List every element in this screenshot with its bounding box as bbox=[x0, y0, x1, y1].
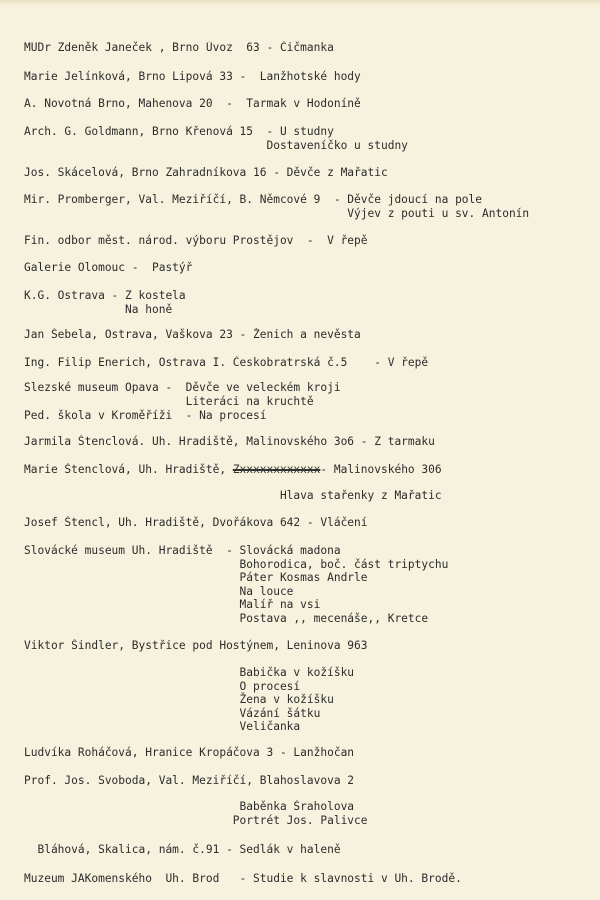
entry-16 bbox=[24, 489, 594, 503]
entry-24 bbox=[24, 843, 594, 857]
entry-text: - Malinovského 306 bbox=[320, 463, 442, 476]
entry-line: Na louce bbox=[24, 584, 294, 598]
entry-5 bbox=[24, 166, 594, 180]
entry-4 bbox=[24, 125, 594, 152]
entry-6 bbox=[24, 193, 594, 220]
entry-17 bbox=[24, 516, 594, 530]
entry-1 bbox=[24, 41, 594, 55]
entry-15 bbox=[24, 463, 594, 477]
entry-11 bbox=[24, 356, 594, 370]
entry-line: Baběnka Šraholova bbox=[24, 800, 355, 813]
entry-line: Jos. Skácelová, Brno Zahradníkova 16 - Děvče z Mařatic bbox=[24, 166, 388, 179]
entry-21 bbox=[24, 746, 594, 760]
entry-line: Ped. škola v Kroměříži - Na procesí bbox=[24, 409, 267, 422]
entry-22 bbox=[24, 774, 594, 788]
entry-line: Fin. odbor měst. národ. výboru Prostějov - V řepě bbox=[24, 234, 368, 247]
entry-12 bbox=[24, 381, 594, 408]
entry-9 bbox=[24, 289, 594, 316]
entry-20 bbox=[24, 666, 594, 734]
entry-line: Postava ,, mecenáše,, Kretce bbox=[24, 611, 429, 625]
entry-line: Dostaveníčko u studny bbox=[24, 138, 408, 152]
entry-line: Ing. Filip Enerich, Ostrava I. Českobratrská č.5 - V řepě bbox=[24, 356, 429, 369]
entry-line: Veličanka bbox=[24, 720, 301, 733]
entry-line: Babička v kožíšku bbox=[24, 666, 355, 679]
entry-line: Jan Šebela, Ostrava, Vaškova 23 - Ženich a nevěsta bbox=[24, 328, 361, 341]
entry-line: Josef Štencl, Uh. Hradiště, Dvořákova 642 - Vláčení bbox=[24, 516, 368, 529]
entry-line: Ludvíka Roháčová, Hranice Kropáčova 3 - Lanžhočan bbox=[24, 746, 355, 759]
entry-line: Bohorodica, boč. část triptychu bbox=[24, 557, 449, 571]
entry-line: Galerie Olomouc - Pastýř bbox=[24, 261, 193, 274]
entry-3 bbox=[24, 97, 594, 111]
entry-line: Bláhová, Skalica, nám. č.91 - Sedlák v haleně bbox=[24, 843, 341, 856]
entry-13 bbox=[24, 409, 594, 423]
entry-line: Slovácké museum Uh. Hradiště - Slovácká madona bbox=[24, 544, 341, 557]
entry-line: Výjev z pouti u sv. Antonín bbox=[24, 206, 530, 220]
entry-line: A. Novotná Brno, Mahenova 20 - Tarmak v Hodoníně bbox=[24, 97, 361, 110]
entry-line: Arch. G. Goldmann, Brno Křenová 15 - U studny bbox=[24, 125, 334, 138]
entry-line: Viktor Šindler, Bystřice pod Hostýnem, Leninova 963 bbox=[24, 639, 368, 652]
struck-out-text: Zxxxxxxxxxxxx bbox=[232, 463, 321, 476]
entry-line: Žena v kožíšku bbox=[24, 693, 334, 706]
entry-line: Slezské museum Opava - Děvče ve veleckém kroji bbox=[24, 381, 341, 394]
entry-line: MUDr Zdeněk Janeček , Brno Úvoz 63 - Čičmanka bbox=[24, 41, 334, 54]
entry-line bbox=[24, 463, 594, 477]
entry-line: Malíř na vsi bbox=[24, 598, 321, 611]
entry-line: Muzeum JAKomenského Uh. Brod - Studie k slavnosti v Uh. Brodě. bbox=[24, 872, 462, 885]
entry-line: Na honě bbox=[24, 302, 173, 316]
entry-line: Marie Jelínková, Brno Lipová 33 - Lanžhotské hody bbox=[24, 70, 361, 83]
entry-line: Mir. Promberger, Val. Meziříčí, B. Němcové 9 - Děvče jdoucí na pole bbox=[24, 193, 483, 206]
entry-7 bbox=[24, 234, 594, 248]
entry-18 bbox=[24, 544, 594, 625]
entry-2 bbox=[24, 70, 594, 84]
entry-text: Marie Štenclová, Uh. Hradiště, bbox=[24, 463, 233, 476]
entry-line: Prof. Jos. Svoboda, Val. Meziříčí, Blahoslavova 2 bbox=[24, 774, 355, 787]
entry-line: Jarmila Štenclová. Uh. Hradiště, Malinovského 3o6 - Z tarmaku bbox=[24, 435, 435, 448]
entry-line: Hlava stařenky z Mařatic bbox=[24, 489, 442, 502]
entry-14 bbox=[24, 435, 594, 449]
entry-8 bbox=[24, 261, 594, 275]
entry-line: Literáci na kruchtě bbox=[24, 394, 314, 408]
entry-23 bbox=[24, 800, 594, 827]
entry-19 bbox=[24, 639, 594, 653]
entry-line: Páter Kosmas Andrle bbox=[24, 571, 368, 584]
entry-line: K.G. Ostrava - Z kostela bbox=[24, 289, 186, 302]
entry-line: O procesí bbox=[24, 679, 301, 693]
entry-line: Portrét Jos. Palivce bbox=[24, 813, 368, 827]
entry-10 bbox=[24, 328, 594, 342]
entry-line: Vázání šátku bbox=[24, 706, 321, 720]
paper-edge bbox=[0, 0, 600, 6]
entry-25 bbox=[24, 872, 594, 886]
